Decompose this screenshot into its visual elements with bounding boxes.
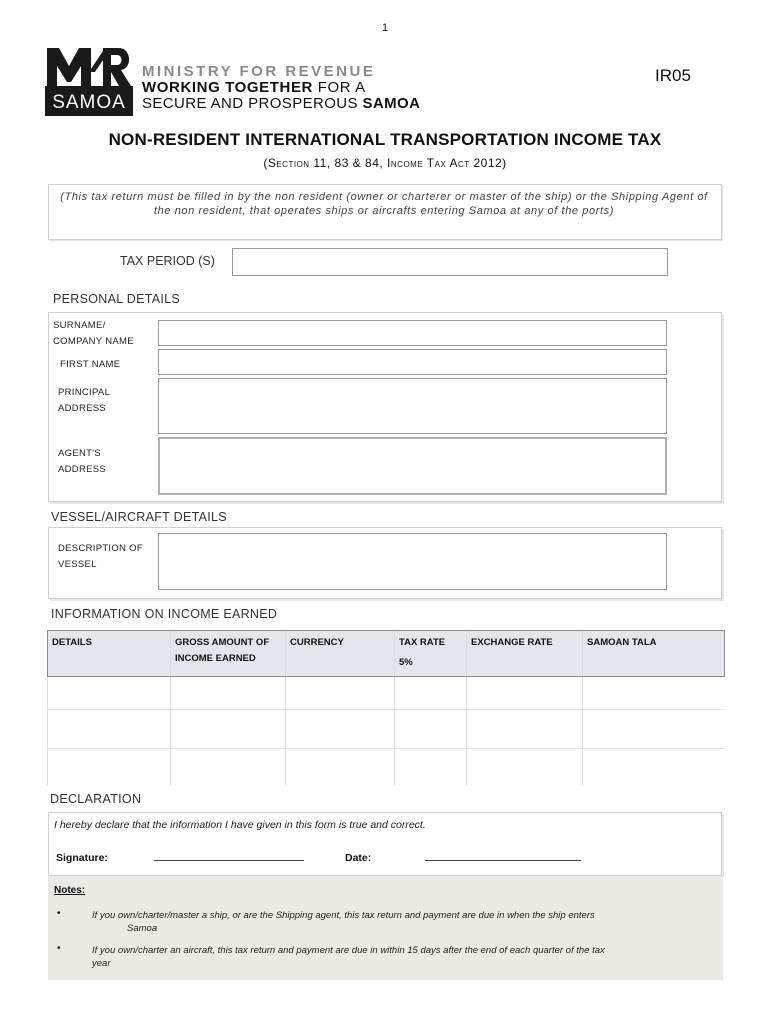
- col-tax-rate-header: TAX RATE 5%: [395, 631, 467, 677]
- declaration-heading: DECLARATION: [50, 792, 142, 806]
- table-cell[interactable]: [171, 710, 286, 749]
- personal-details-heading: PERSONAL DETAILS: [53, 292, 181, 306]
- note-bullet: •: [57, 908, 61, 919]
- col-details-header: DETAILS: [48, 631, 171, 677]
- note-1: If you own/charter/master a ship, or are the Shipping agent, this tax return and payment are due in when the ship enters Samoa: [92, 910, 595, 934]
- declaration-text: I hereby declare that the information I have given in this form is true and correct.: [54, 819, 426, 831]
- table-cell[interactable]: [48, 749, 171, 786]
- table-row: [48, 749, 725, 786]
- table-cell[interactable]: [171, 749, 286, 786]
- surname-input[interactable]: [158, 320, 667, 346]
- instructions-text: (This tax return must be filled in by the non resident (owner or charterer or master of the ship) or the Shipping Agent of the non resident, that operates ships or aircrafts entering Samoa at any of the ports): [60, 191, 708, 217]
- first-name-label: FIRST NAME: [60, 359, 121, 370]
- first-name-input[interactable]: [158, 349, 667, 375]
- org-name-block: [142, 64, 420, 112]
- income-table-header-row: [48, 631, 725, 677]
- tax-rate-value: 5%: [399, 657, 413, 668]
- vessel-description-label: DESCRIPTION OF VESSEL: [58, 543, 143, 570]
- surname-label: SURNAME/ COMPANY NAME: [53, 320, 134, 347]
- col-gross-amount-header: GROSS AMOUNT OF INCOME EARNED: [171, 631, 286, 677]
- org-line-2: WORKING TOGETHER FOR A: [142, 79, 366, 96]
- income-table: [47, 630, 725, 785]
- note-bullet: •: [57, 943, 61, 954]
- form-subtitle: (Section 11, 83 & 84, Income Tax Act 2012): [263, 156, 507, 170]
- note-2: If you own/charter an aircraft, this tax return and payment are due in within 15 days after the end of each quarter of the tax year: [92, 945, 605, 969]
- col-currency-header: CURRENCY: [286, 631, 395, 677]
- agent-address-label: AGENT'S ADDRESS: [58, 448, 107, 475]
- col-samoan-tala-header: SAMOAN TALA: [583, 631, 725, 677]
- principal-address-input[interactable]: [158, 378, 667, 434]
- vessel-description-input[interactable]: [158, 533, 667, 590]
- table-cell[interactable]: [467, 749, 583, 786]
- table-cell[interactable]: [395, 677, 467, 710]
- signature-label: Signature:: [56, 852, 108, 864]
- org-line-3: SECURE AND PROSPEROUS SAMOA: [142, 95, 421, 112]
- form-title: NON-RESIDENT INTERNATIONAL TRANSPORTATION INCOME TAX: [108, 130, 662, 149]
- table-cell[interactable]: [395, 710, 467, 749]
- table-row: [48, 677, 725, 710]
- svg-text:SAMOA: SAMOA: [52, 92, 126, 113]
- table-cell[interactable]: [583, 749, 725, 786]
- table-cell[interactable]: [286, 749, 395, 786]
- table-cell[interactable]: [583, 677, 725, 710]
- agent-address-input[interactable]: [158, 437, 667, 495]
- table-cell[interactable]: [467, 710, 583, 749]
- table-cell[interactable]: [395, 749, 467, 786]
- income-heading: INFORMATION ON INCOME EARNED: [51, 607, 278, 621]
- org-line-1: MINISTRY FOR REVENUE: [142, 63, 376, 80]
- tax-period-label: TAX PERIOD (S): [120, 254, 215, 268]
- page-number: 1: [381, 22, 389, 34]
- form-code: IR05: [655, 66, 691, 85]
- notes-title: Notes:: [54, 885, 86, 896]
- table-cell[interactable]: [467, 677, 583, 710]
- table-cell[interactable]: [583, 710, 725, 749]
- vessel-details-heading: VESSEL/AIRCRAFT DETAILS: [51, 510, 227, 524]
- date-line[interactable]: [425, 860, 581, 861]
- table-cell[interactable]: [286, 710, 395, 749]
- col-exchange-rate-header: EXCHANGE RATE: [467, 631, 583, 677]
- table-cell[interactable]: [171, 677, 286, 710]
- table-row: [48, 710, 725, 749]
- signature-line[interactable]: [154, 860, 304, 861]
- principal-address-label: PRINCIPAL ADDRESS: [58, 387, 111, 414]
- date-label: Date:: [345, 852, 372, 864]
- table-cell[interactable]: [48, 710, 171, 749]
- mfr-logo: [45, 42, 133, 116]
- table-cell[interactable]: [286, 677, 395, 710]
- table-cell[interactable]: [48, 677, 171, 710]
- tax-period-input[interactable]: [232, 248, 668, 276]
